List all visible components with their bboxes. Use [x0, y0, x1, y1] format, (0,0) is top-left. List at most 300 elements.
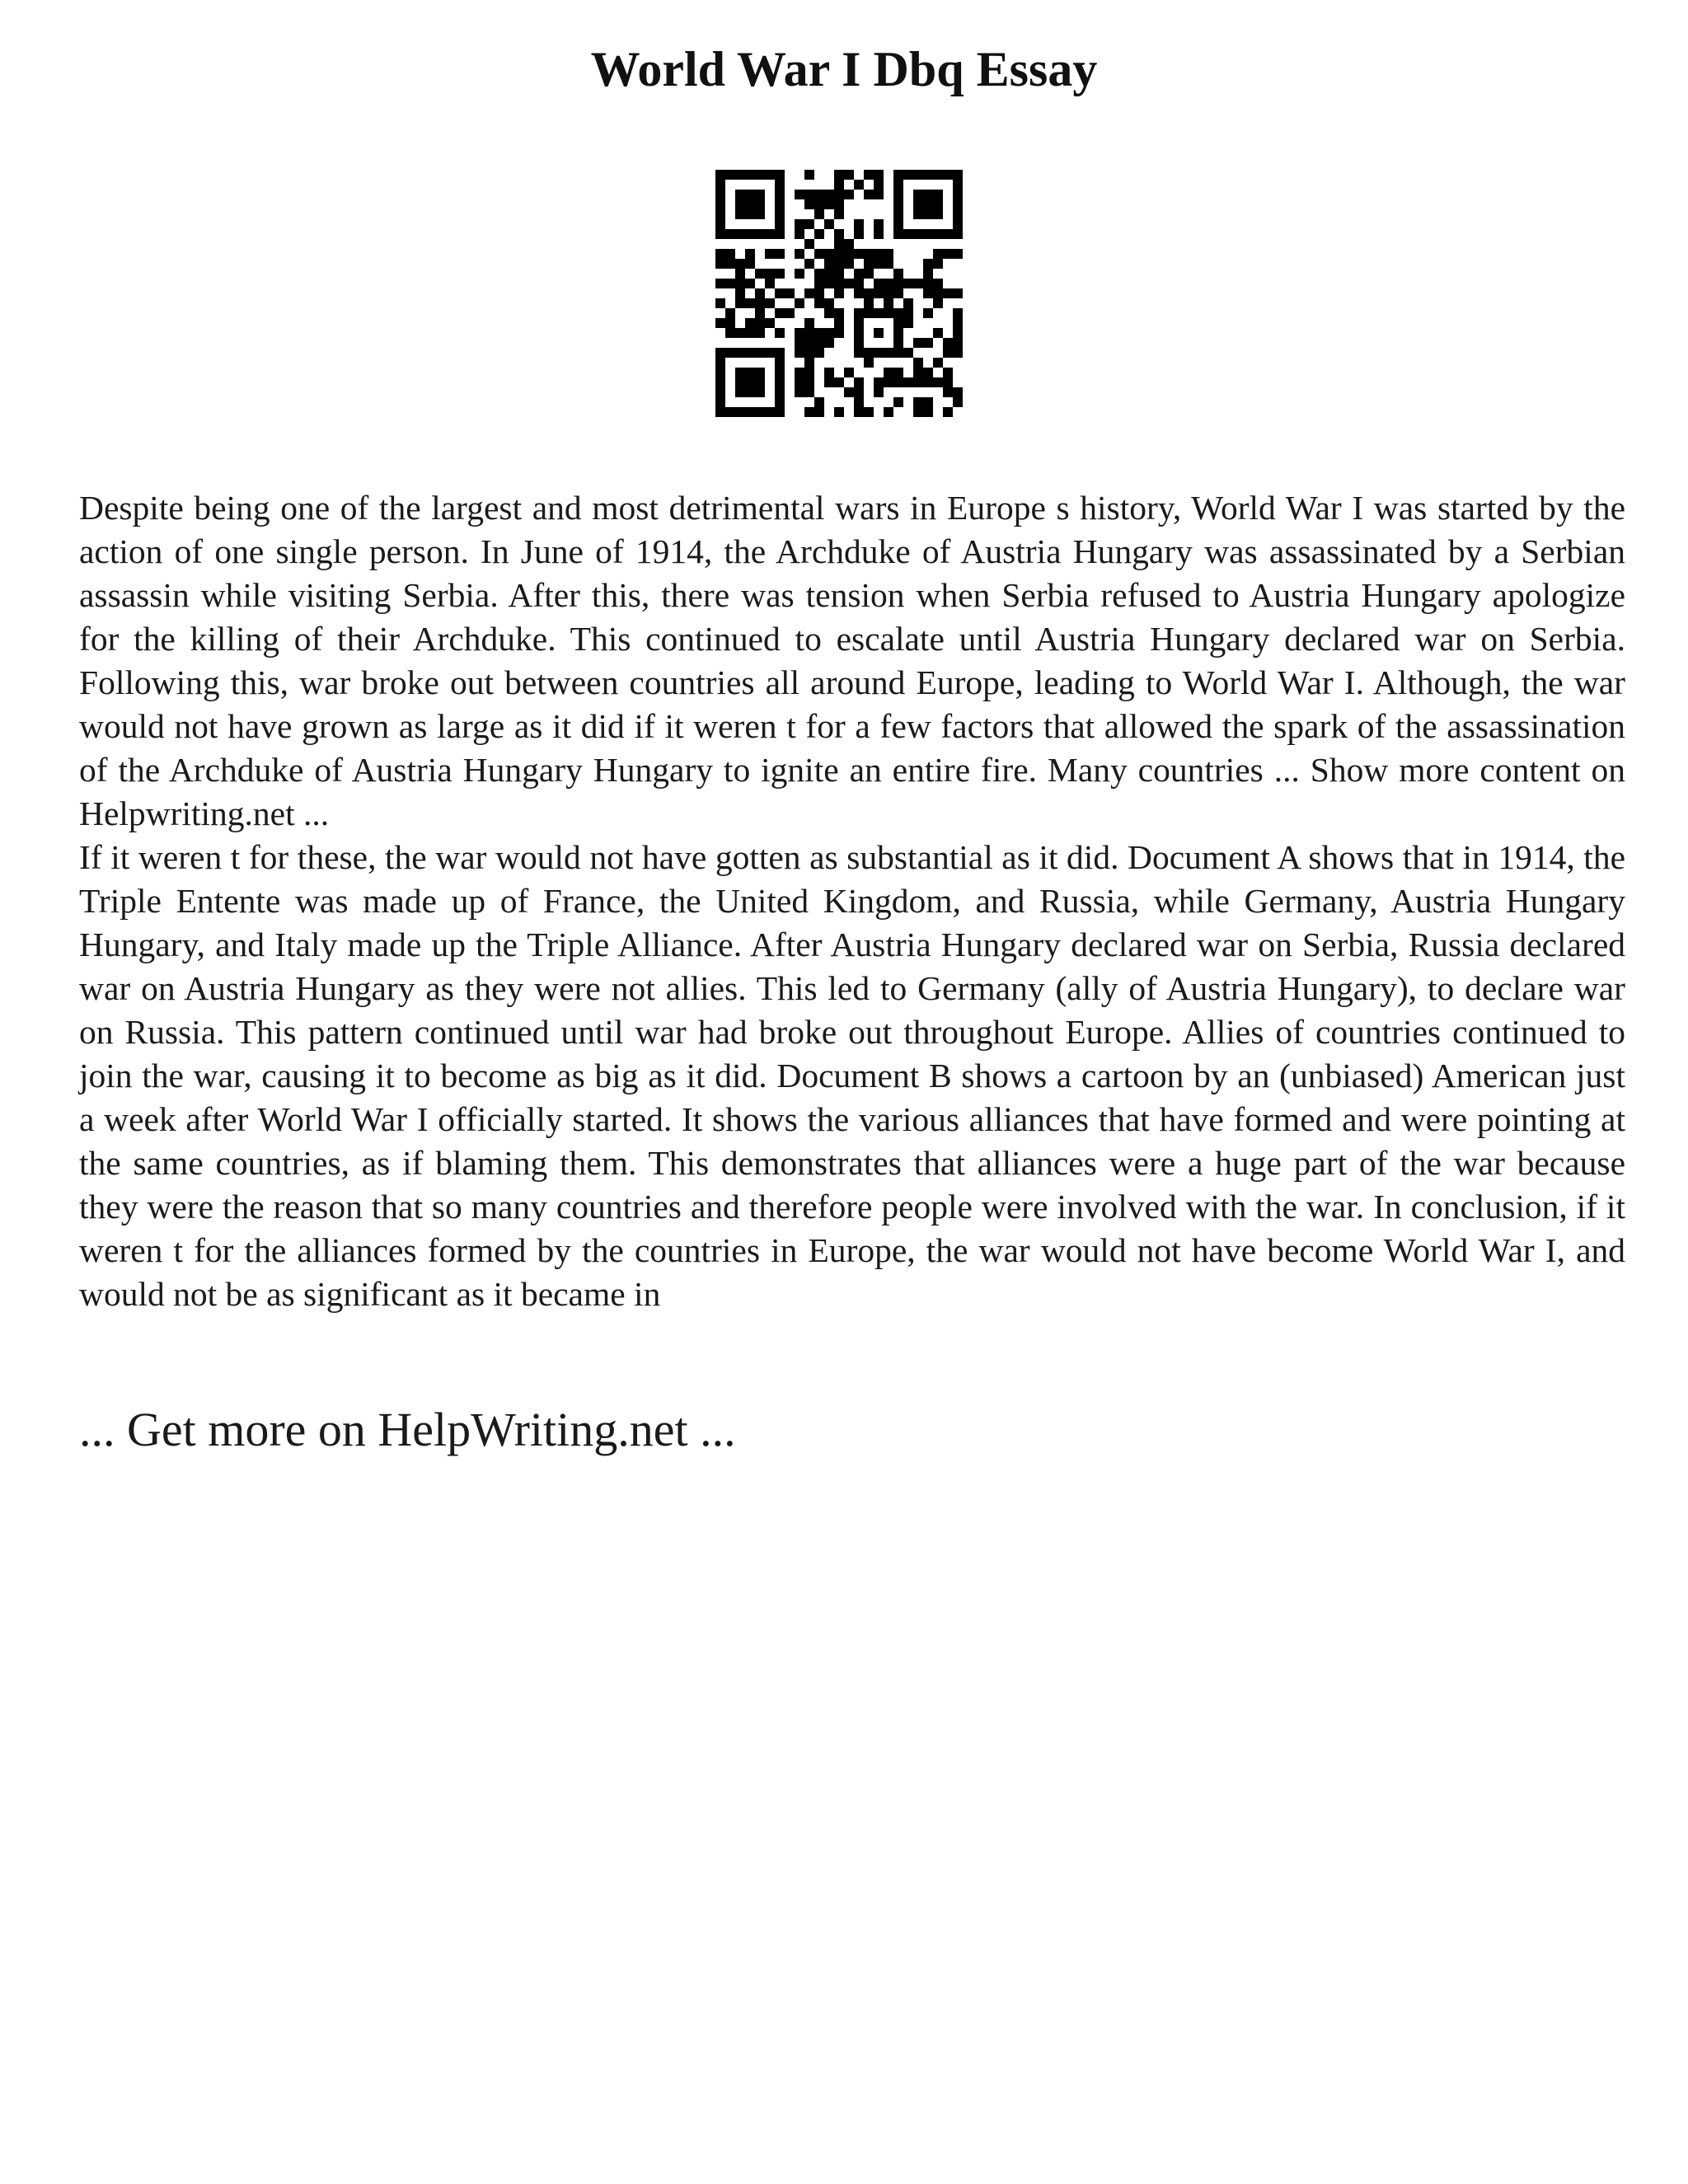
qr-module — [814, 338, 824, 348]
qr-module — [755, 348, 765, 358]
qr-module — [923, 397, 933, 407]
qr-module — [844, 170, 854, 180]
qr-module — [943, 407, 953, 417]
qr-module — [834, 209, 844, 219]
qr-module — [854, 249, 864, 259]
qr-module — [775, 288, 785, 298]
qr-module — [755, 407, 765, 417]
qr-module — [923, 288, 933, 298]
qr-module — [913, 358, 923, 368]
qr-module — [834, 249, 844, 259]
qr-module — [874, 249, 884, 259]
qr-module — [745, 249, 755, 259]
qr-module — [933, 199, 943, 209]
qr-module — [933, 358, 943, 368]
qr-module — [814, 407, 824, 417]
qr-module — [834, 288, 844, 298]
qr-module — [923, 190, 933, 199]
qr-module — [854, 219, 864, 229]
qr-module — [795, 249, 804, 259]
qr-module — [884, 298, 893, 308]
qr-module — [923, 308, 933, 318]
qr-module — [804, 377, 814, 387]
qr-module — [725, 348, 735, 358]
qr-module — [745, 328, 755, 338]
qr-module — [933, 259, 943, 269]
qr-module — [824, 338, 834, 348]
qr-module — [755, 229, 765, 239]
qr-module — [913, 209, 923, 219]
qr-module — [775, 170, 785, 180]
qr-module — [864, 170, 874, 180]
qr-module — [834, 318, 844, 328]
qr-module — [755, 328, 765, 338]
qr-module — [884, 377, 893, 387]
qr-module — [765, 249, 775, 259]
qr-module — [834, 269, 844, 279]
qr-module — [785, 308, 795, 318]
qr-module — [884, 288, 893, 298]
qr-module — [884, 279, 893, 288]
qr-module — [933, 377, 943, 387]
qr-module — [893, 338, 903, 348]
qr-module — [893, 209, 903, 219]
qr-module — [923, 170, 933, 180]
qr-module — [943, 368, 953, 377]
qr-module — [913, 229, 923, 239]
qr-module — [943, 170, 953, 180]
qr-module — [715, 368, 725, 377]
qr-module — [953, 288, 963, 298]
qr-module — [715, 170, 725, 180]
qr-module — [953, 229, 963, 239]
qr-module — [923, 199, 933, 209]
qr-module — [775, 377, 785, 387]
qr-module — [933, 298, 943, 308]
qr-module — [834, 229, 844, 239]
qr-module — [745, 209, 755, 219]
qr-module — [775, 397, 785, 407]
qr-module — [933, 170, 943, 180]
qr-module — [804, 170, 814, 180]
qr-module — [893, 328, 903, 338]
qr-module — [715, 387, 725, 397]
qr-module — [715, 199, 725, 209]
qr-module — [745, 368, 755, 377]
qr-module — [884, 348, 893, 358]
qr-module — [795, 338, 804, 348]
qr-module — [953, 308, 963, 318]
qr-module — [755, 308, 765, 318]
qr-module — [745, 229, 755, 239]
qr-module — [755, 377, 765, 387]
qr-module — [824, 328, 834, 338]
qr-module — [953, 328, 963, 338]
qr-module — [795, 190, 804, 199]
qr-module — [893, 288, 903, 298]
qr-module — [735, 170, 745, 180]
qr-module — [804, 348, 814, 358]
qr-module — [755, 190, 765, 199]
qr-module — [913, 279, 923, 288]
qr-module — [824, 308, 834, 318]
qr-module — [804, 387, 814, 397]
qr-module — [725, 259, 735, 269]
qr-module — [874, 328, 884, 338]
qr-module — [745, 199, 755, 209]
qr-module — [834, 190, 844, 199]
qr-module — [755, 298, 765, 308]
qr-module — [725, 318, 735, 328]
qr-module — [943, 288, 953, 298]
qr-module — [824, 259, 834, 269]
qr-module — [775, 368, 785, 377]
qr-module — [874, 348, 884, 358]
qr-module — [765, 279, 775, 288]
qr-module — [933, 288, 943, 298]
qr-module — [933, 209, 943, 219]
qr-module — [874, 387, 884, 397]
qr-module — [893, 279, 903, 288]
qr-module — [903, 298, 913, 308]
qr-module — [745, 377, 755, 387]
qr-module — [913, 170, 923, 180]
qr-module — [725, 170, 735, 180]
qr-module — [765, 170, 775, 180]
qr-module — [864, 190, 874, 199]
qr-module — [844, 387, 854, 397]
qr-module — [795, 298, 804, 308]
qr-module — [834, 377, 844, 387]
qr-module — [765, 298, 775, 308]
qr-module — [854, 308, 864, 318]
qr-module — [884, 407, 893, 417]
qr-module — [725, 229, 735, 239]
qr-module — [953, 338, 963, 348]
qr-module — [893, 377, 903, 387]
qr-module — [824, 219, 834, 229]
qr-module — [874, 288, 884, 298]
qr-module — [804, 368, 814, 377]
qr-module — [854, 348, 864, 358]
qr-module — [893, 190, 903, 199]
qr-module — [735, 259, 745, 269]
qr-module — [913, 368, 923, 377]
qr-module — [795, 387, 804, 397]
qr-module — [864, 269, 874, 279]
qr-module — [814, 190, 824, 199]
qr-module — [874, 279, 884, 288]
qr-module — [953, 348, 963, 358]
qr-module — [824, 298, 834, 308]
qr-module — [755, 269, 765, 279]
qr-module — [913, 190, 923, 199]
qr-module — [834, 279, 844, 288]
qr-code-icon — [715, 170, 963, 417]
qr-module — [893, 318, 903, 328]
qr-module — [834, 170, 844, 180]
qr-module — [933, 279, 943, 288]
qr-module — [854, 288, 864, 298]
qr-module — [814, 279, 824, 288]
qr-module — [893, 348, 903, 358]
qr-module — [844, 259, 854, 269]
qr-module — [775, 269, 785, 279]
qr-module — [745, 387, 755, 397]
qr-module — [735, 328, 745, 338]
qr-module — [775, 209, 785, 219]
qr-module — [953, 180, 963, 190]
qr-module — [824, 190, 834, 199]
qr-module — [923, 229, 933, 239]
qr-module — [715, 358, 725, 368]
qr-module — [765, 407, 775, 417]
qr-module — [864, 348, 874, 358]
qr-module — [775, 199, 785, 209]
qr-module — [745, 259, 755, 269]
essay-body — [79, 486, 1625, 1316]
qr-module — [864, 298, 874, 308]
qr-module — [874, 229, 884, 239]
qr-module — [814, 328, 824, 338]
qr-module — [715, 318, 725, 328]
qr-module — [814, 209, 824, 219]
qr-module — [795, 328, 804, 338]
qr-module — [953, 249, 963, 259]
document-title: World War I Dbq Essay — [590, 42, 1098, 96]
qr-module — [884, 308, 893, 318]
qr-module — [725, 249, 735, 259]
qr-module — [824, 269, 834, 279]
qr-module — [765, 269, 775, 279]
get-more-link[interactable]: ... Get more on HelpWriting.net ... — [79, 1403, 736, 1456]
qr-module — [953, 190, 963, 199]
qr-module — [913, 338, 923, 348]
qr-module — [854, 269, 864, 279]
qr-module — [745, 190, 755, 199]
qr-module — [735, 298, 745, 308]
qr-module — [755, 387, 765, 397]
qr-module — [735, 348, 745, 358]
qr-module — [725, 407, 735, 417]
qr-module — [923, 209, 933, 219]
qr-module — [775, 180, 785, 190]
qr-module — [884, 259, 893, 269]
qr-module — [814, 269, 824, 279]
qr-module — [854, 407, 864, 417]
qr-module — [824, 199, 834, 209]
qr-module — [953, 397, 963, 407]
qr-module — [804, 199, 814, 209]
qr-module — [735, 209, 745, 219]
qr-module — [804, 318, 814, 328]
qr-module — [874, 170, 884, 180]
qr-module — [814, 348, 824, 358]
qr-module — [745, 318, 755, 328]
qr-module — [854, 338, 864, 348]
qr-module — [844, 190, 854, 199]
qr-module — [715, 377, 725, 387]
qr-module — [745, 170, 755, 180]
qr-module — [755, 170, 765, 180]
qr-module — [834, 328, 844, 338]
qr-module — [953, 318, 963, 328]
qr-module — [735, 288, 745, 298]
qr-module — [735, 199, 745, 209]
qr-module — [874, 308, 884, 318]
qr-module — [864, 249, 874, 259]
qr-module — [903, 348, 913, 358]
qr-module — [755, 199, 765, 209]
qr-module — [893, 397, 903, 407]
qr-module — [814, 199, 824, 209]
essay-paragraph-1: Despite being one of the largest and most detrimental wars in Europe s history, World War I was started by the action of one single person. In June of 1914, the Archduke of Austria Hungary was assassinated by a Serbian assassin while visiting Serbia. After this, there was tension when Serbia refused to Austria Hungary apologize for the killing of their Archduke. This continued to escalate until Austria Hungary declared war on Serbia. Following this, war broke out between countries all around Europe, leading to World War I. Although, the war would not have grown as large as it did if it weren t for a few factors that allowed the spark of the assassination of the Archduke of Austria Hungary Hungary to ignite an entire fire. Many countries ... Show more content on Helpwriting.net ... — [79, 489, 1625, 832]
qr-module — [765, 229, 775, 239]
qr-module — [943, 387, 953, 397]
qr-module — [755, 288, 765, 298]
qr-module — [785, 288, 795, 298]
qr-module — [715, 279, 725, 288]
qr-module — [923, 377, 933, 387]
qr-module — [755, 209, 765, 219]
qr-module — [775, 348, 785, 358]
qr-module — [804, 288, 814, 298]
qr-module — [933, 249, 943, 259]
qr-module — [715, 229, 725, 239]
qr-module — [804, 219, 814, 229]
qr-module — [725, 328, 735, 338]
qr-module — [745, 298, 755, 308]
qr-module — [834, 407, 844, 417]
qr-module — [844, 368, 854, 377]
qr-module — [814, 229, 824, 239]
qr-module — [745, 279, 755, 288]
qr-module — [864, 259, 874, 269]
qr-module — [844, 279, 854, 288]
qr-module — [844, 239, 854, 249]
qr-module — [795, 377, 804, 387]
qr-module — [884, 368, 893, 377]
qr-module — [775, 229, 785, 239]
qr-module — [824, 377, 834, 387]
qr-module — [814, 288, 824, 298]
qr-module — [903, 170, 913, 180]
qr-module — [834, 199, 844, 209]
qr-module — [913, 377, 923, 387]
qr-module — [725, 279, 735, 288]
qr-module — [953, 170, 963, 180]
qr-module — [854, 387, 864, 397]
qr-module — [715, 298, 725, 308]
qr-module — [775, 358, 785, 368]
qr-module — [933, 229, 943, 239]
qr-module — [755, 318, 765, 328]
qr-module — [864, 308, 874, 318]
qr-module — [735, 387, 745, 397]
qr-module — [834, 259, 844, 269]
qr-module — [715, 407, 725, 417]
qr-module — [804, 328, 814, 338]
qr-module — [795, 229, 804, 239]
qr-module — [804, 259, 814, 269]
qr-module — [923, 338, 933, 348]
qr-module — [715, 219, 725, 229]
qr-module — [735, 190, 745, 199]
qr-module — [735, 269, 745, 279]
qr-module — [834, 239, 844, 249]
qr-module — [893, 229, 903, 239]
qr-module — [854, 279, 864, 288]
qr-module — [715, 249, 725, 259]
qr-module — [854, 328, 864, 338]
qr-module — [725, 308, 735, 318]
qr-module — [953, 209, 963, 219]
qr-module — [715, 180, 725, 190]
qr-module — [824, 279, 834, 288]
qr-module — [893, 308, 903, 318]
qr-module — [715, 397, 725, 407]
qr-module — [923, 279, 933, 288]
qr-module — [903, 229, 913, 239]
qr-module — [804, 190, 814, 199]
qr-module — [735, 377, 745, 387]
qr-module — [804, 239, 814, 249]
qr-module — [804, 407, 814, 417]
qr-module — [775, 249, 785, 259]
qr-module — [943, 348, 953, 358]
qr-module — [923, 368, 933, 377]
qr-module — [834, 308, 844, 318]
qr-module — [864, 358, 874, 368]
qr-module — [735, 407, 745, 417]
qr-module — [814, 249, 824, 259]
qr-module — [795, 219, 804, 229]
qr-module — [715, 209, 725, 219]
qr-code-image[interactable] — [715, 170, 963, 417]
qr-module — [893, 368, 903, 377]
qr-module — [864, 407, 874, 417]
qr-module — [795, 348, 804, 358]
qr-module — [795, 368, 804, 377]
qr-module — [735, 229, 745, 239]
qr-module — [715, 259, 725, 269]
qr-module — [735, 368, 745, 377]
qr-module — [893, 269, 903, 279]
qr-module — [933, 328, 943, 338]
qr-module — [893, 180, 903, 190]
qr-module — [943, 377, 953, 387]
qr-module — [923, 407, 933, 417]
qr-module — [755, 368, 765, 377]
qr-module — [795, 269, 804, 279]
qr-module — [953, 219, 963, 229]
qr-module — [775, 190, 785, 199]
qr-module — [775, 328, 785, 338]
essay-paragraph-2: If it weren t for these, the war would not have gotten as substantial as it did. Document A shows that in 1914, the Triple Entente was made up of France, the United Kingdom, and Russia, while Germany, Austria Hungary Hungary, and Italy made up the Triple Alliance. After Austria Hungary declared war on Serbia, Russia declared war on Austria Hungary as they were not allies. This led to Germany (ally of Austria Hungary), to declare war on Russia. This pattern continued until war had broke out throughout Europe. Allies of countries continued to join the war, causing it to become as big as it did. Document B shows a cartoon by an (unbiased) American just a week after World War I officially started. It shows the various alliances that have formed and were pointing at the same countries, as if blaming them. This demonstrates that alliances were a huge part of the war because they were the reason that so many countries and therefore people were involved with the war. In conclusion, if it weren t for the alliances formed by the countries in Europe, the war would not have become World War I, and would not be as significant as it became in — [79, 838, 1625, 1313]
qr-module — [943, 338, 953, 348]
qr-module — [804, 358, 814, 368]
qr-module — [775, 407, 785, 417]
qr-module — [854, 377, 864, 387]
qr-module — [953, 387, 963, 397]
qr-module — [735, 279, 745, 288]
qr-module — [745, 407, 755, 417]
qr-module — [893, 219, 903, 229]
qr-module — [874, 377, 884, 387]
qr-module — [953, 199, 963, 209]
qr-module — [814, 397, 824, 407]
qr-module — [715, 348, 725, 358]
